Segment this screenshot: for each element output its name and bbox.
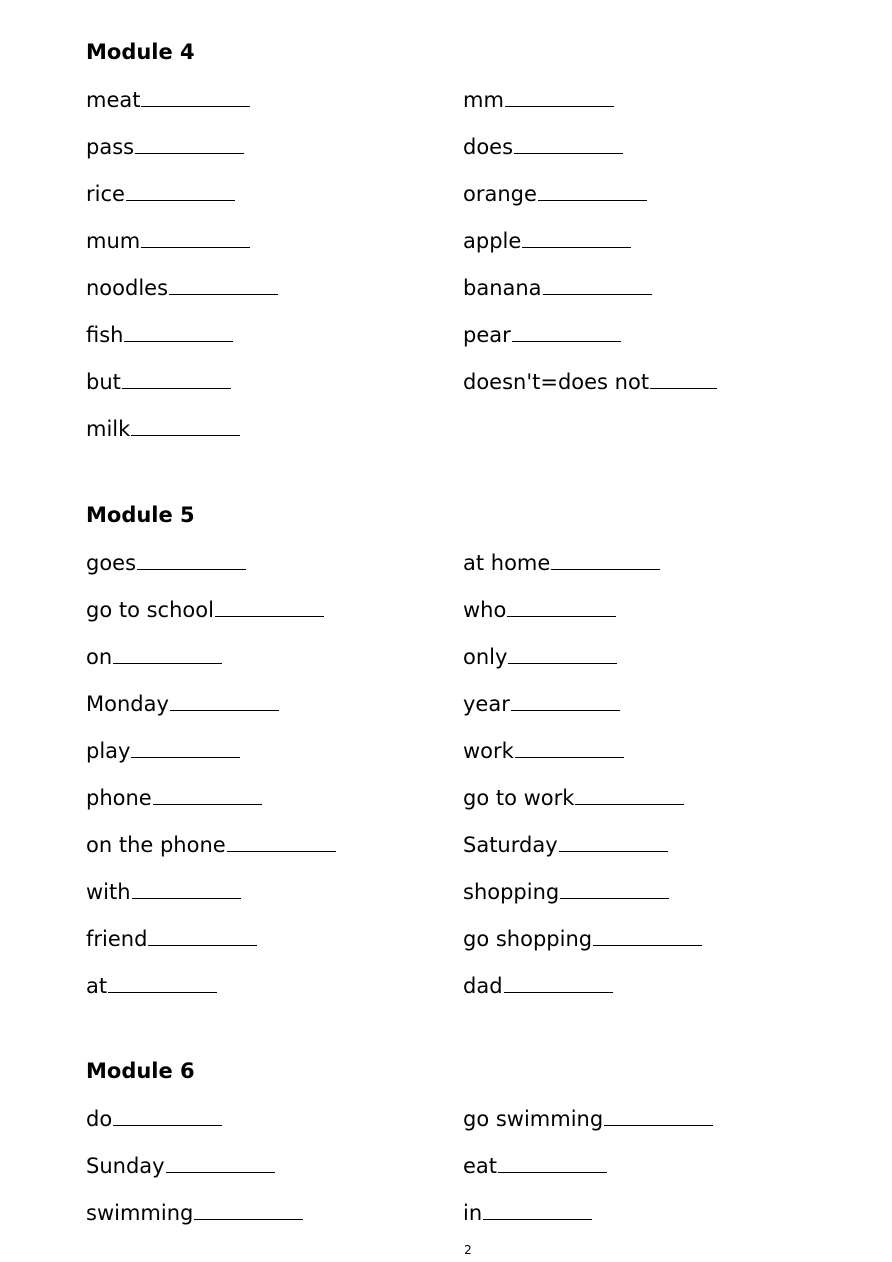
answer-blank[interactable]	[153, 784, 262, 805]
module-5-section	[86, 502, 846, 1019]
vocab-item	[86, 415, 463, 441]
answer-blank[interactable]	[650, 368, 717, 389]
vocab-word: work	[463, 739, 514, 763]
answer-blank[interactable]	[593, 925, 702, 946]
answer-blank[interactable]	[132, 878, 241, 899]
vocab-item	[463, 1105, 846, 1131]
vocab-item	[463, 1199, 846, 1225]
vocab-item	[463, 321, 846, 347]
vocab-word: but	[86, 370, 121, 394]
vocab-item	[463, 86, 846, 112]
vocab-item	[463, 227, 846, 253]
answer-blank[interactable]	[170, 690, 279, 711]
vocab-word: dad	[463, 974, 503, 998]
answer-blank[interactable]	[522, 227, 631, 248]
answer-blank[interactable]	[194, 1199, 303, 1220]
vocab-word: Sunday	[86, 1154, 165, 1178]
vocab-word: who	[463, 598, 507, 622]
vocab-word: play	[86, 739, 131, 763]
vocab-word: does	[463, 135, 514, 159]
answer-blank[interactable]	[559, 831, 668, 852]
vocabulary-grid	[86, 86, 846, 462]
answer-blank[interactable]	[483, 1199, 592, 1220]
vocab-item	[86, 831, 463, 857]
answer-blank[interactable]	[511, 690, 620, 711]
vocab-item	[86, 784, 463, 810]
vocab-item	[463, 274, 846, 300]
vocab-item	[86, 321, 463, 347]
answer-blank[interactable]	[131, 737, 240, 758]
vocab-item	[463, 972, 846, 998]
vocab-word: go shopping	[463, 927, 593, 951]
answer-blank[interactable]	[141, 86, 250, 107]
answer-blank[interactable]	[131, 415, 240, 436]
vocab-word: mum	[86, 229, 141, 253]
answer-blank[interactable]	[113, 1105, 222, 1126]
vocab-word: on	[86, 645, 113, 669]
vocab-item	[86, 596, 463, 622]
vocab-item	[463, 596, 846, 622]
vocab-item	[86, 690, 463, 716]
answer-blank[interactable]	[507, 596, 616, 617]
vocab-item	[86, 86, 463, 112]
vocab-item	[463, 643, 846, 669]
vocab-item	[86, 1105, 463, 1131]
answer-blank[interactable]	[505, 86, 614, 107]
vocab-word: in	[463, 1201, 483, 1225]
answer-blank[interactable]	[512, 321, 621, 342]
vocab-item	[86, 368, 463, 394]
answer-blank[interactable]	[148, 925, 257, 946]
vocab-item	[463, 368, 846, 394]
module-title: Module 4	[86, 40, 195, 64]
answer-blank[interactable]	[498, 1152, 607, 1173]
vocab-item	[86, 1199, 463, 1225]
answer-blank[interactable]	[538, 180, 647, 201]
answer-blank[interactable]	[113, 643, 222, 664]
vocab-item	[86, 180, 463, 206]
answer-blank[interactable]	[108, 972, 217, 993]
vocab-word: Monday	[86, 692, 169, 716]
answer-blank[interactable]	[166, 1152, 275, 1173]
answer-blank[interactable]	[122, 368, 231, 389]
answer-blank[interactable]	[504, 972, 613, 993]
vocab-word: do	[86, 1107, 113, 1131]
vocab-item	[86, 972, 463, 998]
vocab-item	[86, 274, 463, 300]
answer-blank[interactable]	[560, 878, 669, 899]
vocab-item	[463, 737, 846, 763]
vocab-word: eat	[463, 1154, 498, 1178]
vocab-word: pear	[463, 323, 511, 347]
vocab-item	[86, 643, 463, 669]
vocab-item	[463, 133, 846, 159]
vocab-word: shopping	[463, 880, 560, 904]
vocab-item	[463, 784, 846, 810]
vocab-word: go to work	[463, 786, 575, 810]
answer-blank[interactable]	[137, 549, 246, 570]
vocab-word: apple	[463, 229, 522, 253]
vocab-word: fish	[86, 323, 124, 347]
vocab-word: go swimming	[463, 1107, 604, 1131]
answer-blank[interactable]	[543, 274, 652, 295]
vocab-word: rice	[86, 182, 125, 206]
vocab-word: Saturday	[463, 833, 558, 857]
answer-blank[interactable]	[508, 643, 617, 664]
vocab-item	[463, 925, 846, 951]
vocab-word: swimming	[86, 1201, 194, 1225]
answer-blank[interactable]	[169, 274, 278, 295]
vocab-word: doesn't=does not	[463, 370, 650, 394]
answer-blank[interactable]	[227, 831, 336, 852]
answer-blank[interactable]	[126, 180, 235, 201]
vocab-word: mm	[463, 88, 504, 112]
vocab-item	[86, 133, 463, 159]
answer-blank[interactable]	[514, 133, 623, 154]
vocab-word: with	[86, 880, 131, 904]
vocab-word: goes	[86, 551, 137, 575]
vocab-item	[86, 227, 463, 253]
vocab-word: noodles	[86, 276, 169, 300]
vocab-item	[86, 737, 463, 763]
module-title: Module 6	[86, 1059, 195, 1083]
answer-blank[interactable]	[575, 784, 684, 805]
vocab-word: meat	[86, 88, 141, 112]
vocabulary-grid	[86, 1105, 846, 1246]
page-number: 2	[464, 1243, 472, 1257]
vocab-item	[86, 925, 463, 951]
module-6-section	[86, 1058, 846, 1246]
vocab-item	[86, 549, 463, 575]
vocab-word: go to school	[86, 598, 214, 622]
vocab-item	[463, 1152, 846, 1178]
vocab-word: banana	[463, 276, 542, 300]
vocab-item	[463, 878, 846, 904]
vocabulary-grid	[86, 549, 846, 1019]
module-4-section	[86, 39, 846, 462]
vocab-word: at home	[463, 551, 551, 575]
vocab-word: milk	[86, 417, 131, 441]
vocab-word: orange	[463, 182, 537, 206]
vocab-word: pass	[86, 135, 135, 159]
vocab-word: year	[463, 692, 510, 716]
answer-blank[interactable]	[551, 549, 660, 570]
answer-blank[interactable]	[135, 133, 244, 154]
vocab-item	[463, 831, 846, 857]
answer-blank[interactable]	[124, 321, 233, 342]
vocab-word: on the phone	[86, 833, 226, 857]
module-title: Module 5	[86, 503, 195, 527]
vocab-word: at	[86, 974, 108, 998]
vocab-item	[86, 878, 463, 904]
vocab-item	[463, 690, 846, 716]
vocab-word: only	[463, 645, 508, 669]
vocab-item	[463, 549, 846, 575]
vocab-word: friend	[86, 927, 148, 951]
answer-blank[interactable]	[215, 596, 324, 617]
answer-blank[interactable]	[141, 227, 250, 248]
vocab-word: phone	[86, 786, 152, 810]
vocab-item	[463, 180, 846, 206]
answer-blank[interactable]	[515, 737, 624, 758]
answer-blank[interactable]	[604, 1105, 713, 1126]
vocab-item	[86, 1152, 463, 1178]
